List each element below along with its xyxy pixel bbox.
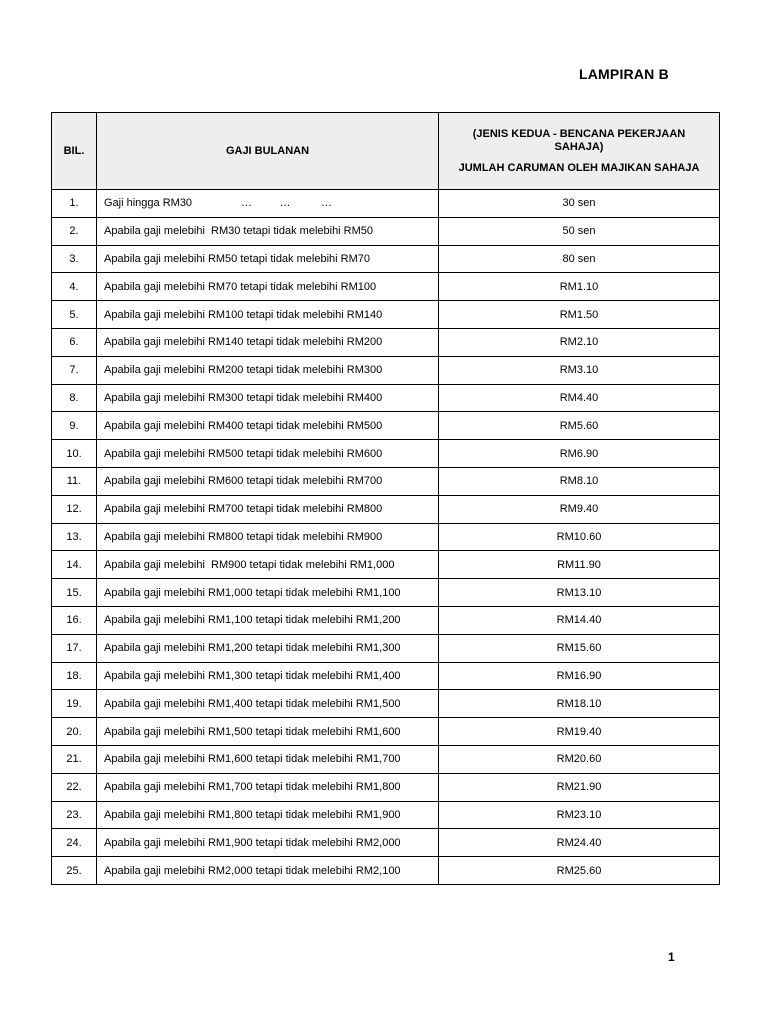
row-number: 19. <box>52 690 97 718</box>
contribution-amount: RM1.10 <box>439 273 720 301</box>
header-caruman-type: (JENIS KEDUA - BENCANA PEKERJAAN SAHAJA) <box>472 127 686 153</box>
salary-range: Apabila gaji melebihi RM200 tetapi tidak melebihi RM300 <box>97 356 439 384</box>
row-number: 5. <box>52 301 97 329</box>
table-row <box>52 662 720 690</box>
table-row <box>52 745 720 773</box>
contribution-amount: RM10.60 <box>439 523 720 551</box>
row-number: 11. <box>52 467 97 495</box>
contribution-amount: 50 sen <box>439 217 720 245</box>
salary-range: Apabila gaji melebihi RM140 tetapi tidak melebihi RM200 <box>97 328 439 356</box>
salary-range: Apabila gaji melebihi RM600 tetapi tidak melebihi RM700 <box>97 467 439 495</box>
salary-range: Apabila gaji melebihi RM1,600 tetapi tidak melebihi RM1,700 <box>97 745 439 773</box>
row-number: 10. <box>52 440 97 468</box>
salary-range: Apabila gaji melebihi RM700 tetapi tidak melebihi RM800 <box>97 495 439 523</box>
table-header-row <box>52 113 720 190</box>
salary-range: Apabila gaji melebihi RM1,900 tetapi tidak melebihi RM2,000 <box>97 829 439 857</box>
table-row <box>52 245 720 273</box>
contribution-amount: RM16.90 <box>439 662 720 690</box>
row-number: 16. <box>52 606 97 634</box>
row-number: 18. <box>52 662 97 690</box>
contribution-amount: RM9.40 <box>439 495 720 523</box>
row-number: 12. <box>52 495 97 523</box>
contribution-amount: RM8.10 <box>439 467 720 495</box>
table-row <box>52 328 720 356</box>
salary-range: Apabila gaji melebihi RM1,700 tetapi tidak melebihi RM1,800 <box>97 773 439 801</box>
salary-range: Apabila gaji melebihi RM1,500 tetapi tidak melebihi RM1,600 <box>97 718 439 746</box>
table-row <box>52 579 720 607</box>
row-number: 17. <box>52 634 97 662</box>
salary-range: Apabila gaji melebihi RM100 tetapi tidak melebihi RM140 <box>97 301 439 329</box>
contribution-amount: RM1.50 <box>439 301 720 329</box>
contribution-amount: 30 sen <box>439 190 720 218</box>
salary-range: Apabila gaji melebihi RM1,300 tetapi tidak melebihi RM1,400 <box>97 662 439 690</box>
contribution-amount: RM21.90 <box>439 773 720 801</box>
table-row <box>52 217 720 245</box>
row-number: 4. <box>52 273 97 301</box>
row-number: 7. <box>52 356 97 384</box>
salary-range: Apabila gaji melebihi RM70 tetapi tidak melebihi RM100 <box>97 273 439 301</box>
row-number: 15. <box>52 579 97 607</box>
contribution-amount: RM18.10 <box>439 690 720 718</box>
row-number: 20. <box>52 718 97 746</box>
contribution-table <box>51 112 720 885</box>
salary-range: Apabila gaji melebihi RM1,100 tetapi tidak melebihi RM1,200 <box>97 606 439 634</box>
table-row <box>52 829 720 857</box>
table-row <box>52 412 720 440</box>
salary-range: Apabila gaji melebihi RM1,200 tetapi tidak melebihi RM1,300 <box>97 634 439 662</box>
salary-range: Apabila gaji melebihi RM1,000 tetapi tidak melebihi RM1,100 <box>97 579 439 607</box>
table-row <box>52 634 720 662</box>
table-row <box>52 190 720 218</box>
table-row <box>52 523 720 551</box>
contribution-amount: RM4.40 <box>439 384 720 412</box>
header-caruman <box>439 113 720 190</box>
salary-range: Apabila gaji melebihi RM800 tetapi tidak melebihi RM900 <box>97 523 439 551</box>
row-number: 2. <box>52 217 97 245</box>
table-row <box>52 551 720 579</box>
contribution-amount: 80 sen <box>439 245 720 273</box>
contribution-amount: RM11.90 <box>439 551 720 579</box>
table-row <box>52 440 720 468</box>
row-number: 8. <box>52 384 97 412</box>
salary-range: Apabila gaji melebihi RM2,000 tetapi tidak melebihi RM2,100 <box>97 857 439 885</box>
row-number: 9. <box>52 412 97 440</box>
document-title: LAMPIRAN B <box>579 66 669 82</box>
table-row <box>52 801 720 829</box>
contribution-amount: RM5.60 <box>439 412 720 440</box>
contribution-amount: RM20.60 <box>439 745 720 773</box>
table-row <box>52 467 720 495</box>
contribution-amount: RM13.10 <box>439 579 720 607</box>
salary-range: Apabila gaji melebihi RM1,400 tetapi tidak melebihi RM1,500 <box>97 690 439 718</box>
table-row <box>52 273 720 301</box>
header-gaji-bulanan: GAJI BULANAN <box>97 113 439 190</box>
row-number: 21. <box>52 745 97 773</box>
row-number: 1. <box>52 190 97 218</box>
contribution-amount: RM24.40 <box>439 829 720 857</box>
table-row <box>52 690 720 718</box>
row-number: 13. <box>52 523 97 551</box>
salary-range: Apabila gaji melebihi RM50 tetapi tidak melebihi RM70 <box>97 245 439 273</box>
row-number: 23. <box>52 801 97 829</box>
table-row <box>52 495 720 523</box>
table-row <box>52 384 720 412</box>
salary-range: Apabila gaji melebihi RM300 tetapi tidak melebihi RM400 <box>97 384 439 412</box>
salary-range: Apabila gaji melebihi RM900 tetapi tidak melebihi RM1,000 <box>97 551 439 579</box>
header-caruman-employer: JUMLAH CARUMAN OLEH MAJIKAN SAHAJA <box>458 161 700 174</box>
contribution-amount: RM14.40 <box>439 606 720 634</box>
table-row <box>52 718 720 746</box>
table-row <box>52 773 720 801</box>
row-number: 24. <box>52 829 97 857</box>
salary-range: Gaji hingga RM30 … … … <box>97 190 439 218</box>
salary-range: Apabila gaji melebihi RM500 tetapi tidak melebihi RM600 <box>97 440 439 468</box>
contribution-amount: RM6.90 <box>439 440 720 468</box>
contribution-amount: RM23.10 <box>439 801 720 829</box>
contribution-amount: RM25.60 <box>439 857 720 885</box>
salary-range: Apabila gaji melebihi RM400 tetapi tidak melebihi RM500 <box>97 412 439 440</box>
contribution-amount: RM3.10 <box>439 356 720 384</box>
row-number: 14. <box>52 551 97 579</box>
row-number: 6. <box>52 328 97 356</box>
table-row <box>52 606 720 634</box>
row-number: 22. <box>52 773 97 801</box>
table-row <box>52 356 720 384</box>
header-bil: BIL. <box>52 113 97 190</box>
salary-range: Apabila gaji melebihi RM30 tetapi tidak melebihi RM50 <box>97 217 439 245</box>
contribution-amount: RM19.40 <box>439 718 720 746</box>
row-number: 25. <box>52 857 97 885</box>
contribution-amount: RM15.60 <box>439 634 720 662</box>
table-row <box>52 857 720 885</box>
row-number: 3. <box>52 245 97 273</box>
salary-range: Apabila gaji melebihi RM1,800 tetapi tidak melebihi RM1,900 <box>97 801 439 829</box>
page-number: 1 <box>668 950 675 964</box>
table-row <box>52 301 720 329</box>
contribution-amount: RM2.10 <box>439 328 720 356</box>
